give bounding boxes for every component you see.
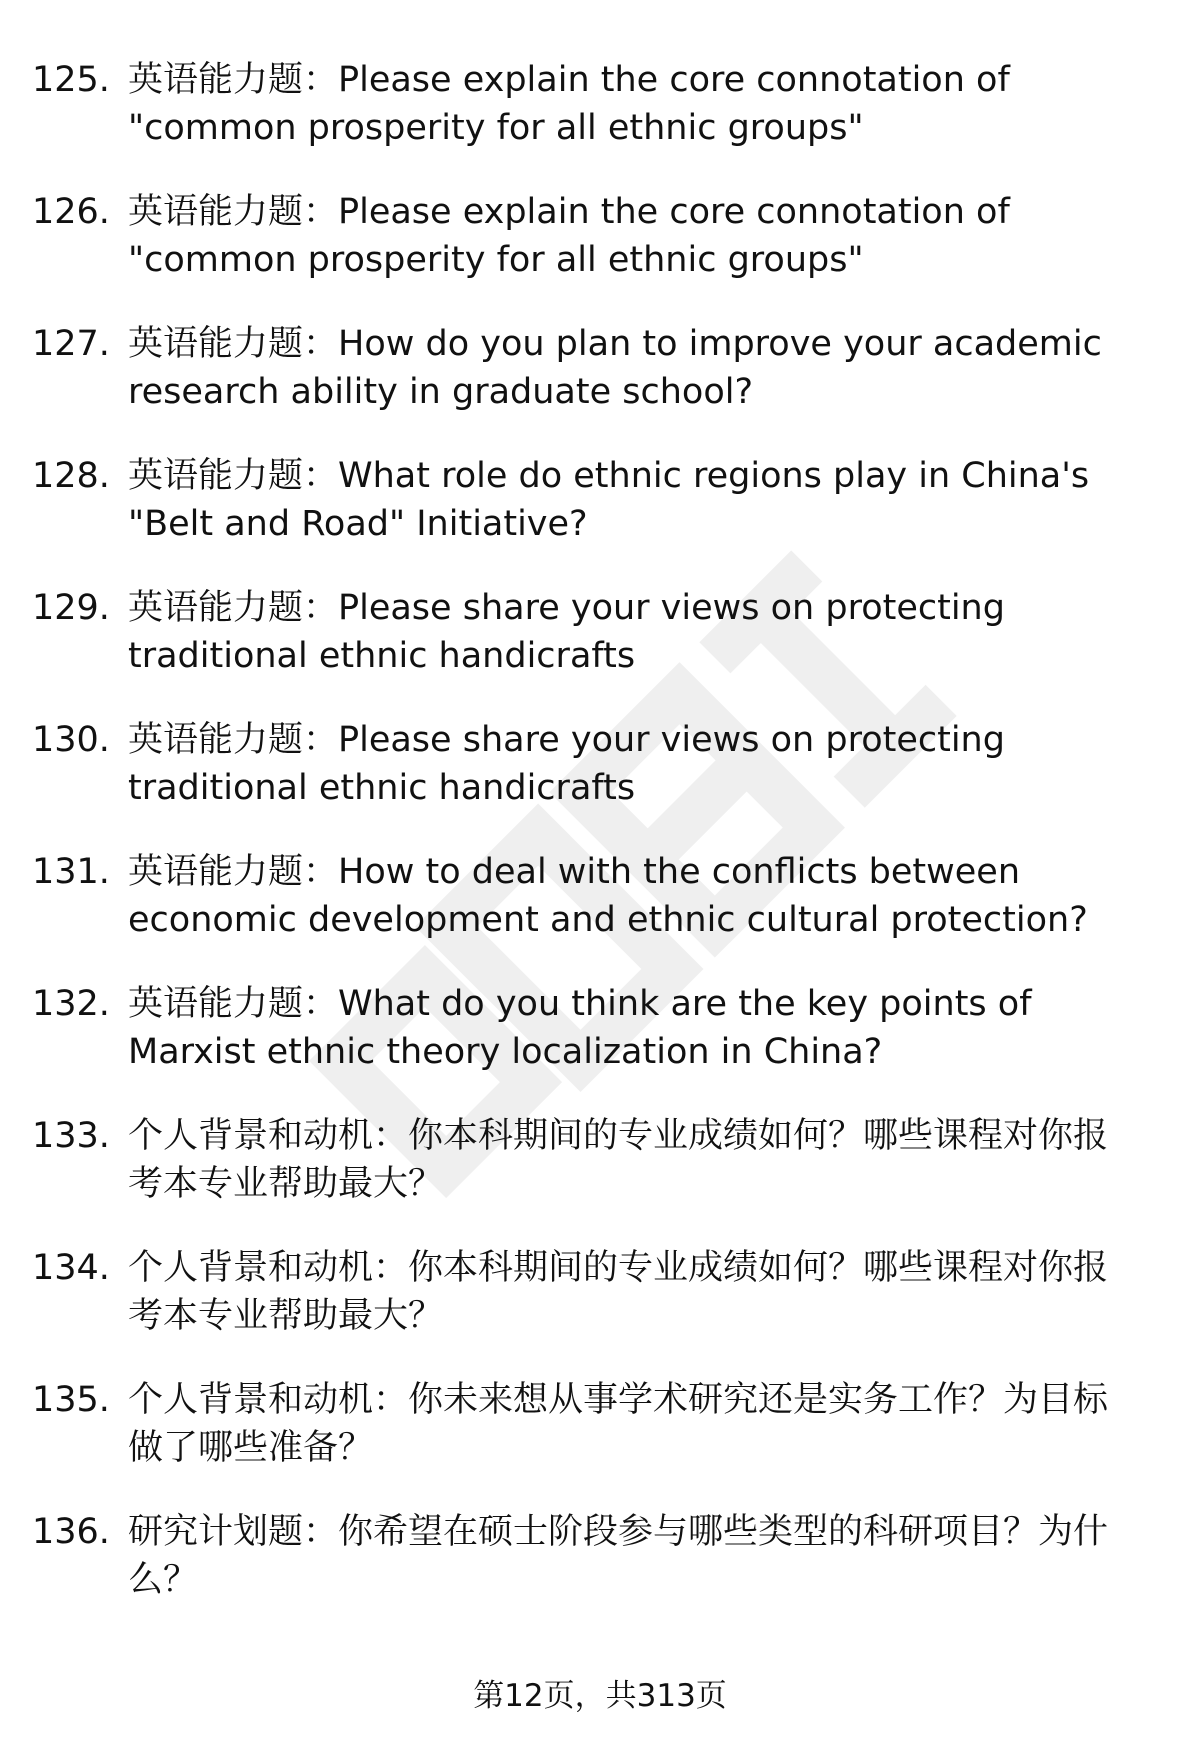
item-text bbox=[128, 188, 1168, 284]
item-text-line1: 英语能力题：What role do ethnic regions play in China's bbox=[128, 456, 1090, 496]
item-text-line1: 英语能力题：Please explain the core connotation of bbox=[128, 60, 1010, 100]
item-text-line1: 英语能力题：Please share your views on protecting bbox=[128, 588, 1005, 628]
item-number: 130. bbox=[32, 720, 110, 760]
item-text bbox=[128, 1376, 1168, 1472]
item-text-line2: traditional ethnic handicrafts bbox=[128, 768, 636, 808]
item-text-line1: 个人背景和动机：你本科期间的专业成绩如何？哪些课程对你报 bbox=[128, 1248, 1109, 1288]
item-text bbox=[128, 320, 1168, 416]
item-text-line1: 英语能力题：What do you think are the key points of bbox=[128, 984, 1032, 1024]
item-text-line2: 考本专业帮助最大？ bbox=[128, 1296, 444, 1336]
item-text-line2: 么？ bbox=[128, 1560, 199, 1600]
item-text-line2: "Belt and Road" Initiative? bbox=[128, 504, 588, 544]
item-text-line1: 英语能力题：Please explain the core connotation of bbox=[128, 192, 1010, 232]
item-text-line1: 英语能力题：How to deal with the conflicts between bbox=[128, 852, 1021, 892]
item-text bbox=[128, 980, 1168, 1076]
item-text bbox=[128, 1244, 1168, 1340]
item-number: 135. bbox=[32, 1380, 110, 1420]
item-text-line2: economic development and ethnic cultural protection? bbox=[128, 900, 1088, 940]
item-text-line2: traditional ethnic handicrafts bbox=[128, 636, 636, 676]
item-number: 133. bbox=[32, 1116, 110, 1156]
item-text bbox=[128, 1508, 1168, 1604]
item-text-line2: "common prosperity for all ethnic groups" bbox=[128, 108, 864, 148]
item-text bbox=[128, 452, 1168, 548]
item-text bbox=[128, 56, 1168, 152]
item-number: 125. bbox=[32, 60, 110, 100]
item-text-line1: 研究计划题：你希望在硕士阶段参与哪些类型的科研项目？为什 bbox=[128, 1512, 1109, 1552]
item-number: 129. bbox=[32, 588, 110, 628]
item-text-line2: Marxist ethnic theory localization in China? bbox=[128, 1032, 883, 1072]
item-number: 131. bbox=[32, 852, 110, 892]
page-footer: 第12页，共313页 bbox=[473, 1678, 727, 1714]
item-number: 136. bbox=[32, 1512, 110, 1552]
item-text-line1: 英语能力题：Please share your views on protecting bbox=[128, 720, 1005, 760]
item-text-line2: 做了哪些准备？ bbox=[128, 1428, 374, 1468]
item-number: 132. bbox=[32, 984, 110, 1024]
item-number: 134. bbox=[32, 1248, 110, 1288]
item-text-line2: "common prosperity for all ethnic groups" bbox=[128, 240, 864, 280]
item-number: 126. bbox=[32, 192, 110, 232]
item-text bbox=[128, 716, 1168, 812]
item-text bbox=[128, 1112, 1168, 1208]
item-number: 127. bbox=[32, 324, 110, 364]
item-text-line2: research ability in graduate school? bbox=[128, 372, 754, 412]
item-text-line1: 个人背景和动机：你未来想从事学术研究还是实务工作？为目标 bbox=[128, 1380, 1109, 1420]
item-number: 128. bbox=[32, 456, 110, 496]
item-text bbox=[128, 584, 1168, 680]
item-text bbox=[128, 848, 1168, 944]
item-text-line2: 考本专业帮助最大？ bbox=[128, 1164, 444, 1204]
item-text-line1: 个人背景和动机：你本科期间的专业成绩如何？哪些课程对你报 bbox=[128, 1116, 1109, 1156]
item-text-line1: 英语能力题：How do you plan to improve your academic bbox=[128, 324, 1102, 364]
